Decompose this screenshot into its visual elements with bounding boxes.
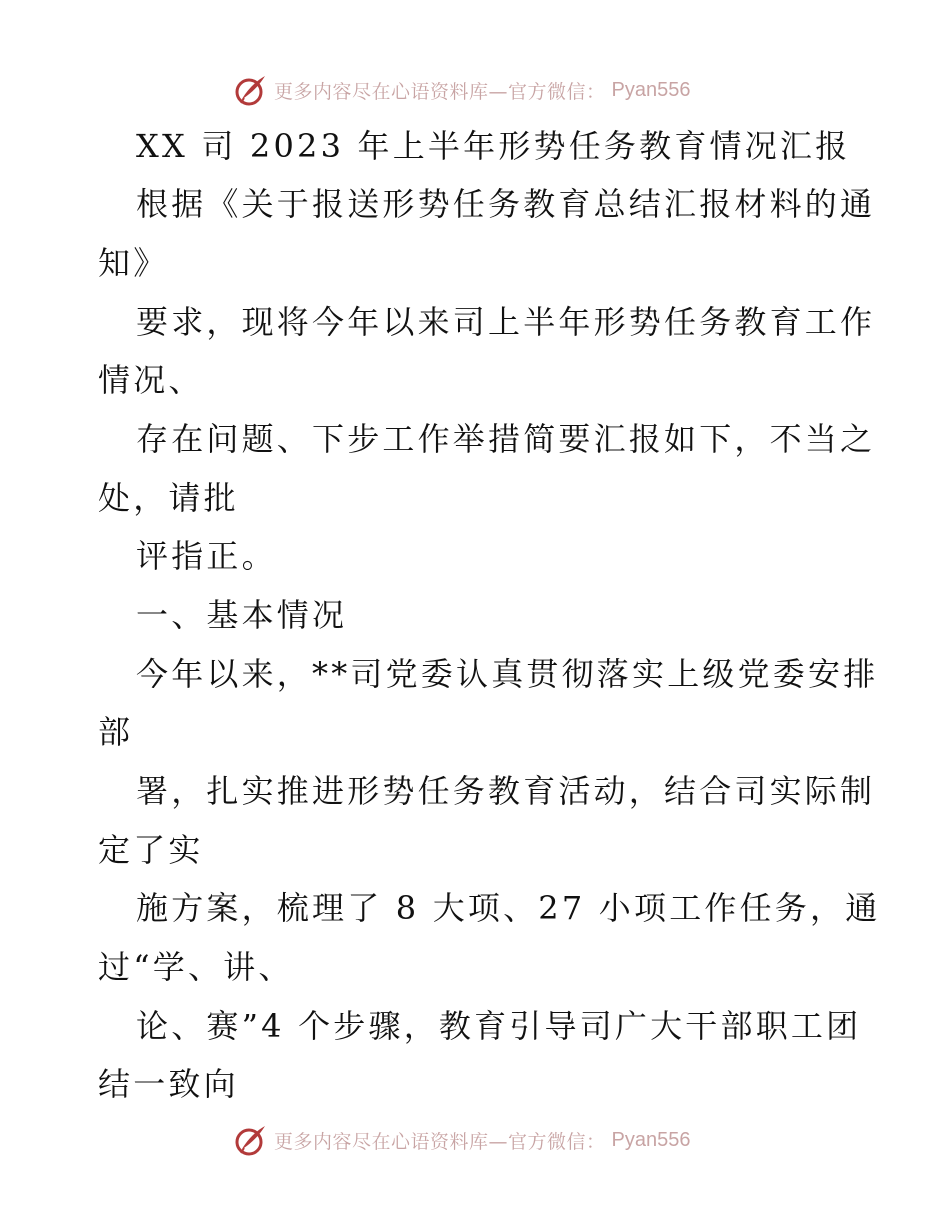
- watermark-text: 更多内容尽在心语资料库—官方微信：: [274, 1130, 606, 1153]
- paragraph-line: 根据《关于报送形势任务教育总结汇报材料的通: [136, 185, 876, 223]
- paragraph-line: 要求，现将今年以来司上半年形势任务教育工作: [136, 303, 876, 341]
- paragraph-line: 情况、: [98, 361, 204, 399]
- paragraph-line: 论、赛”4 个步骤，教育引导司广大干部职工团: [136, 1007, 862, 1045]
- watermark-text: 更多内容尽在心语资料库—官方微信：: [274, 80, 606, 103]
- paragraph-line: 施方案，梳理了 8 大项、27 小项工作任务，通: [136, 889, 881, 927]
- paragraph-line: 今年以来，**司党委认真贯彻落实上级党委安排: [136, 655, 879, 693]
- footer-watermark: [234, 1122, 690, 1158]
- paragraph-line: 结一致向: [98, 1065, 239, 1103]
- watermark-wechat-id: Pyan556: [611, 1128, 691, 1151]
- paragraph-line: 评指正。: [136, 537, 277, 575]
- paragraph-line: 过“学、讲、: [98, 948, 294, 986]
- paragraph-line: 部: [98, 713, 134, 751]
- section-heading: 一、基本情况: [136, 596, 348, 634]
- quill-circle-icon: [234, 73, 268, 107]
- document-title: XX 司 2023 年上半年形势任务教育情况汇报: [136, 127, 851, 165]
- header-watermark: [234, 72, 690, 108]
- paragraph-line: 署，扎实推进形势任务教育活动，结合司实际制: [136, 772, 876, 810]
- paragraph-line: 知》: [98, 244, 169, 282]
- paragraph-line: 定了实: [98, 831, 204, 869]
- watermark-wechat-id: Pyan556: [611, 78, 691, 101]
- paragraph-line: 处，请批: [98, 479, 239, 517]
- paragraph-line: 存在问题、下步工作举措简要汇报如下，不当之: [136, 420, 876, 458]
- quill-circle-icon: [234, 1123, 268, 1157]
